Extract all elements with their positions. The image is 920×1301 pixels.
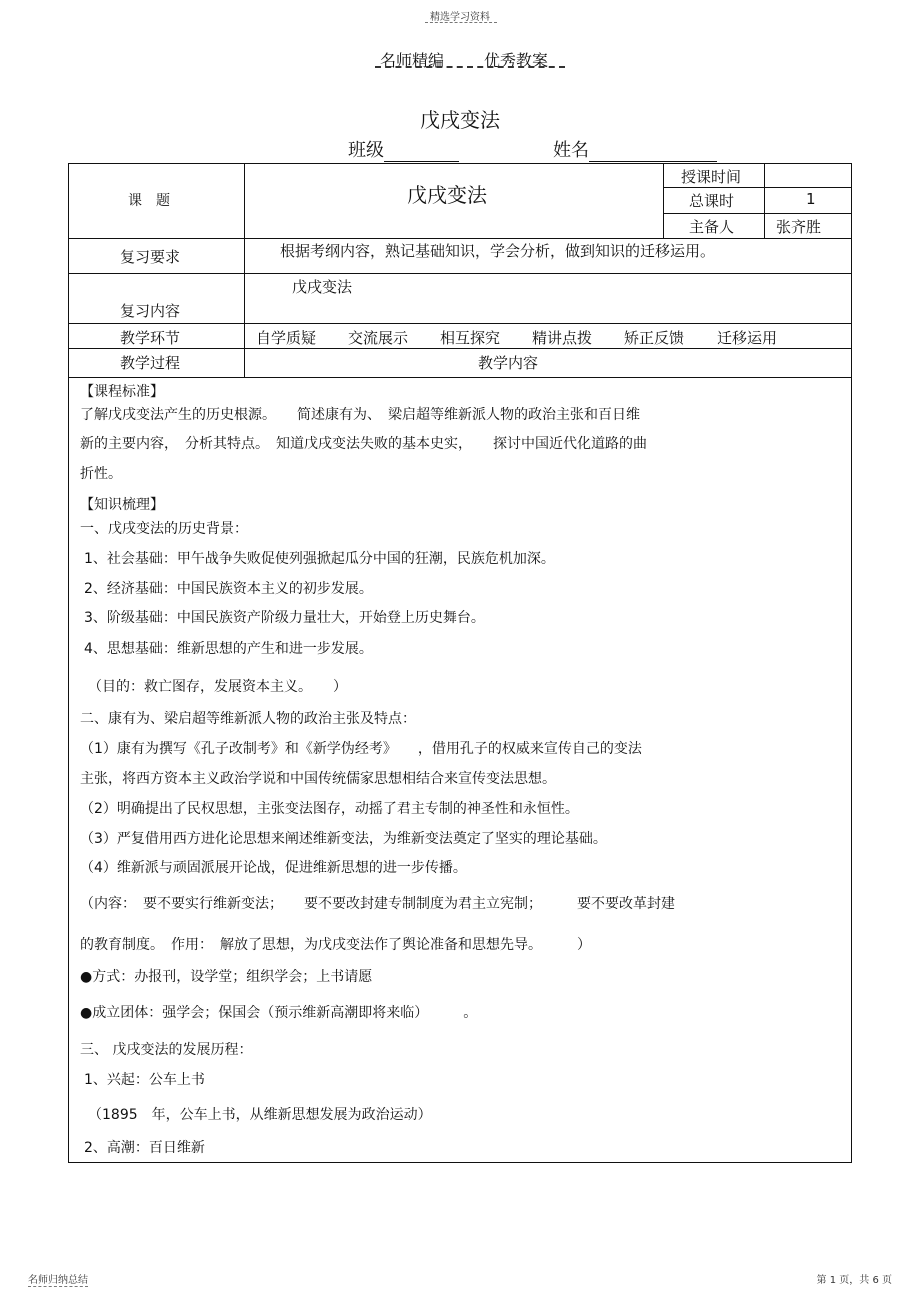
meta-label-hours: 总课时 [689, 192, 735, 210]
review-req-label: 复习要求 [120, 248, 181, 266]
body-line: 的教育制度。 作用： 解放了思想，为戊戌变法作了舆论准备和思想先导。 ） [80, 937, 591, 953]
body-line: ●方式：办报刊，设学堂；组织学会；上书请愿 [80, 969, 373, 985]
class-blank [384, 141, 459, 162]
body-line: 2、经济基础：中国民族资本主义的初步发展。 [84, 581, 373, 597]
header-right: 优秀教案 [484, 51, 549, 70]
stage-3: 相互探究 [440, 329, 501, 347]
name-field [553, 136, 717, 162]
header-dash-line [375, 66, 565, 68]
meta-value-hours: 1 [806, 190, 816, 208]
review-content-value: 戊戌变法 [292, 278, 353, 296]
body-line: 三、 戊戌变法的发展历程： [80, 1042, 253, 1058]
meta-label-author: 主备人 [689, 218, 735, 236]
meta-value-author: 张齐胜 [776, 218, 822, 236]
stage-6: 迁移运用 [717, 329, 778, 347]
top-dash-line [425, 22, 497, 23]
page-number: 第 1 页，共 6 页 [816, 1275, 892, 1286]
body-line: 1、社会基础：甲午战争失败促使列强掀起瓜分中国的狂潮，民族危机加深。 [84, 551, 555, 567]
footer-left-text: 名师归纳总结 [28, 1275, 88, 1286]
body-line: 一、戊戌变法的历史背景： [80, 521, 248, 537]
body-line: 2、高潮：百日维新 [84, 1140, 205, 1156]
body-line: 折性。 [80, 466, 122, 482]
body-line: （2）明确提出了民权思想，主张变法图存，动摇了君主专制的神圣性和永恒性。 [80, 801, 579, 817]
body-line: ●成立团体：强学会；保国会（预示维新高潮即将来临） 。 [80, 1005, 478, 1021]
page-title: 戊戌变法 [420, 108, 500, 132]
body-line: 1、兴起：公车上书 [84, 1072, 205, 1088]
class-field [348, 136, 459, 162]
body-line: 主张，将西方资本主义政治学说和中国传统儒家思想相结合来宣传变法思想。 [80, 771, 556, 787]
body-line: （4）维新派与顽固派展开论战，促进维新思想的进一步传播。 [80, 860, 467, 876]
footer-dash-line [28, 1286, 88, 1287]
body-line: （1895 年，公车上书，从维新思想发展为政治运动） [88, 1107, 432, 1123]
topic-value: 戊戌变法 [407, 183, 487, 207]
body-line: （内容： 要不要实行维新变法； 要不要改封建专制制度为君主立宪制； 要不要改革封建 [80, 896, 675, 912]
top-watermark: 精选学习资料 [430, 12, 490, 23]
meta-label-time: 授课时间 [681, 168, 742, 186]
body-line: 二、康有为、梁启超等维新派人物的政治主张及特点： [80, 711, 416, 727]
review-content-label: 复习内容 [120, 302, 181, 320]
process-label: 教学过程 [120, 354, 181, 372]
stage-5: 矫正反馈 [624, 329, 685, 347]
stage-4: 精讲点拨 [532, 329, 593, 347]
body-line: 4、思想基础：维新思想的产生和进一步发展。 [84, 641, 373, 657]
header-left: 名师精编 [380, 51, 445, 70]
topic-label: 课 题 [128, 193, 170, 209]
content-label: 教学内容 [478, 354, 539, 372]
body-line: （1）康有为撰写《孔子改制考》和《新学伪经考》 ，借用孔子的权威来宣传自己的变法 [80, 741, 642, 757]
teaching-stage-label: 教学环节 [120, 329, 181, 347]
name-blank [589, 141, 717, 162]
review-req-value: 根据考纲内容，熟记基础知识，学会分析，做到知识的迁移运用。 [280, 242, 716, 260]
name-label: 姓名 [553, 140, 589, 161]
stage-1: 自学质疑 [256, 329, 317, 347]
body-line: 3、阶级基础：中国民族资产阶级力量壮大，开始登上历史舞台。 [84, 610, 485, 626]
section-heading-standard: 【课程标准】 [80, 384, 164, 400]
class-label: 班级 [348, 140, 384, 161]
stage-2: 交流展示 [348, 329, 409, 347]
body-line: （3）严复借用西方进化论思想来阐述维新变法，为维新变法奠定了坚实的理论基础。 [80, 831, 607, 847]
body-line: 新的主要内容， 分析其特点。 知道戊戌变法失败的基本史实， 探讨中国近代化道路的曲 [80, 436, 647, 452]
body-line: 了解戊戌变法产生的历史根源。 简述康有为、 梁启超等维新派人物的政治主张和百日维 [80, 407, 640, 423]
section-heading-knowledge: 【知识梳理】 [80, 497, 164, 513]
body-line: （目的：救亡图存，发展资本主义。 ） [88, 679, 347, 695]
